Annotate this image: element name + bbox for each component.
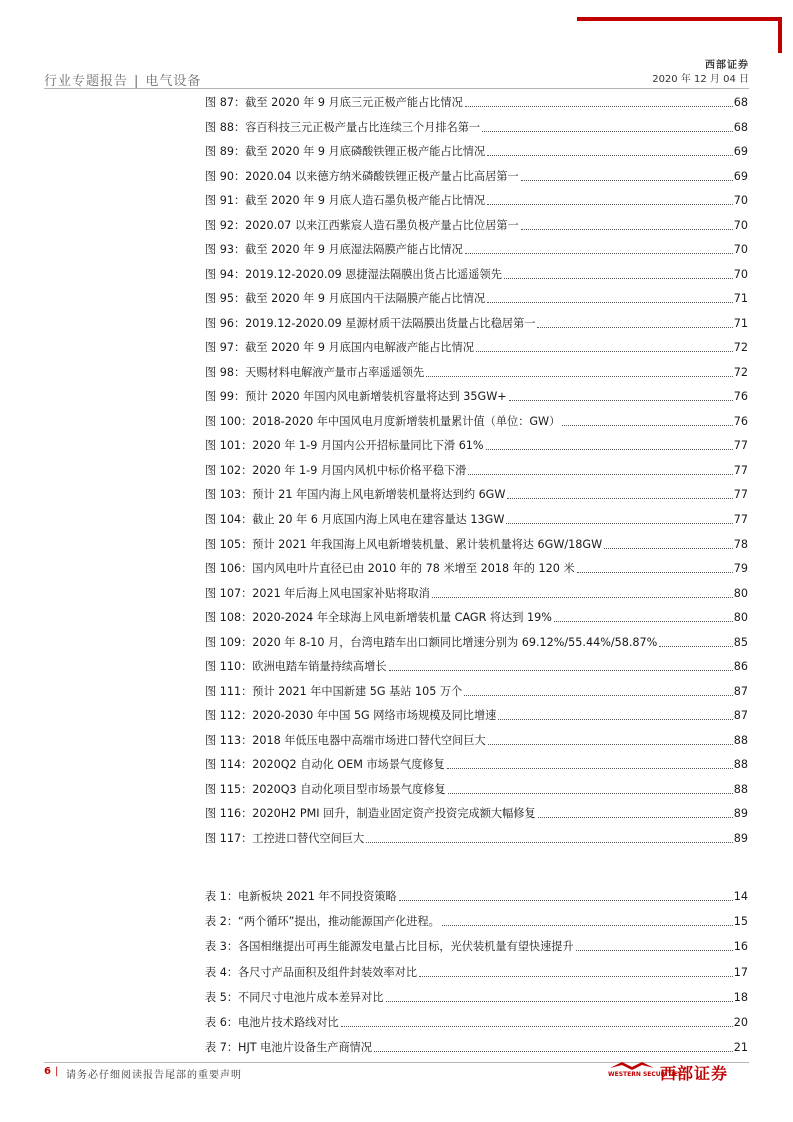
toc-entry-title: 表 5：不同尺寸电池片成本差异对比 <box>205 990 384 1004</box>
toc-entry-page: 69 <box>733 145 748 159</box>
toc-entry[interactable] <box>205 730 748 748</box>
toc-entry-title: 图 108：2020-2024 年全球海上风电新增装机量 CAGR 将达到 19% <box>205 611 552 625</box>
toc-entry-page: 68 <box>733 96 748 109</box>
toc-entry[interactable] <box>205 288 748 306</box>
toc-entry-page: 76 <box>733 390 748 404</box>
toc-leader-dots <box>498 719 732 720</box>
toc-entry-page: 78 <box>733 537 748 551</box>
toc-entry[interactable] <box>205 632 748 650</box>
toc-entry[interactable] <box>205 92 748 110</box>
toc-entry[interactable] <box>205 681 748 699</box>
report-date: 2020 年 12 月 04 日 <box>652 74 749 85</box>
toc-entry[interactable] <box>205 386 748 404</box>
toc-leader-dots <box>448 793 733 794</box>
toc-entry-page: 70 <box>733 243 748 257</box>
toc-entry-page: 87 <box>733 684 748 698</box>
toc-entry[interactable] <box>205 962 748 980</box>
toc-leader-dots <box>426 376 733 377</box>
toc-entry-title: 图 104：截止 20 年 6 月底国内海上风电在建容量达 13GW <box>205 513 505 526</box>
toc-entry-page: 18 <box>733 990 748 1004</box>
toc-leader-dots <box>486 449 733 450</box>
toc-entry-page: 77 <box>733 513 748 526</box>
logo-chinese: 西部证券 <box>660 1064 729 1083</box>
toc-entry-page: 72 <box>733 341 748 355</box>
toc-leader-dots <box>506 523 732 524</box>
company-logo <box>608 1060 748 1082</box>
toc-entry[interactable] <box>205 337 748 355</box>
toc-entry-page: 88 <box>733 733 748 747</box>
toc-leader-dots <box>366 842 733 843</box>
toc-leader-dots <box>488 744 733 745</box>
toc-leader-dots <box>341 1026 733 1027</box>
toc-entry-page: 77 <box>733 488 748 502</box>
toc-entry[interactable] <box>205 656 748 674</box>
report-category <box>44 70 201 89</box>
toc-entry[interactable] <box>205 117 748 135</box>
toc-entry-title: 图 89：截至 2020 年 9 月底磷酸铁锂正极产能占比情况 <box>205 145 486 159</box>
footer-disclaimer: 请务必仔细阅读报告尾部的重要声明 <box>66 1070 242 1081</box>
toc-leader-dots <box>487 302 733 303</box>
toc-leader-dots <box>576 950 733 951</box>
toc-entry-title: 表 6：电池片技术路线对比 <box>205 1015 339 1029</box>
toc-entry[interactable] <box>205 1012 748 1030</box>
toc-leader-dots <box>521 180 733 181</box>
header-separator: | <box>134 74 140 89</box>
toc-entry-page: 70 <box>733 267 748 281</box>
toc-entry-page: 89 <box>733 807 748 821</box>
toc-entry[interactable] <box>205 583 748 601</box>
sector-label: 电气设备 <box>145 74 202 89</box>
toc-entry[interactable] <box>205 264 748 282</box>
toc-entry[interactable] <box>205 411 748 429</box>
toc-entry-page: 72 <box>733 365 748 379</box>
logo-english: WESTERN SECURITIES <box>608 1071 683 1078</box>
toc-entry-page: 71 <box>733 316 748 330</box>
toc-entry-title: 图 115：2020Q3 自动化项目型市场景气度修复 <box>205 782 446 796</box>
toc-entry[interactable] <box>205 141 748 159</box>
toc-entry[interactable] <box>205 828 748 846</box>
toc-entry[interactable] <box>205 534 748 552</box>
toc-entry-page: 15 <box>733 915 748 929</box>
toc-entry[interactable] <box>205 215 748 233</box>
toc-entry[interactable] <box>205 607 748 625</box>
toc-entry-title: 图 92：2020.07 以来江西紫宸人造石墨负极产量占比位居第一 <box>205 218 519 232</box>
toc-entry-page: 86 <box>733 660 748 674</box>
toc-entry-title: 图 107：2021 年后海上风电国家补贴将取消 <box>205 586 430 600</box>
toc-entry-title: 图 90：2020.04 以来德方纳米磷酸铁锂正极产量占比高居第一 <box>205 169 519 183</box>
toc-entry-page: 88 <box>733 758 748 772</box>
toc-entry[interactable] <box>205 362 748 380</box>
toc-entry-title: 图 116：2020H2 PMI 回升，制造业固定资产投资完成额大幅修复 <box>205 807 536 821</box>
toc-entry-title: 图 112：2020-2030 年中国 5G 网络市场规模及同比增速 <box>205 709 497 723</box>
toc-leader-dots <box>399 900 733 901</box>
toc-leader-dots <box>507 498 732 499</box>
toc-leader-dots <box>604 548 733 549</box>
toc-entry-title: 图 117：工控进口替代空间巨大 <box>205 831 365 845</box>
toc-entry-title: 图 102：2020 年 1-9 月国内风机中标价格平稳下滑 <box>205 463 467 477</box>
toc-entry-title: 图 97：截至 2020 年 9 月底国内电解液产能占比情况 <box>205 341 474 355</box>
toc-leader-dots <box>554 621 733 622</box>
toc-entry-title: 图 93：截至 2020 年 9 月底湿法隔膜产能占比情况 <box>205 243 463 257</box>
toc-entry-title: 图 100：2018-2020 年中国风电月度新增装机量累计值（单位：GW） <box>205 414 561 428</box>
toc-entry-title: 图 88：容百科技三元正极产量占比连续三个月排名第一 <box>205 120 481 134</box>
toc-leader-dots <box>487 204 733 205</box>
toc-entry[interactable] <box>205 435 748 453</box>
toc-entry[interactable] <box>205 803 748 821</box>
toc-entry-title: 图 103：预计 21 年国内海上风电新增装机量将达到约 6GW <box>205 488 506 502</box>
toc-entry-page: 69 <box>733 169 748 183</box>
toc-entry[interactable] <box>205 558 748 576</box>
toc-leader-dots <box>537 327 732 328</box>
toc-leader-dots <box>487 155 733 156</box>
toc-entry-title: 图 110：欧洲电踏车销量持续高增长 <box>205 660 387 674</box>
toc-leader-dots <box>465 106 733 107</box>
toc-leader-dots <box>476 351 733 352</box>
toc-entry[interactable] <box>205 754 748 772</box>
toc-entry[interactable] <box>205 509 748 527</box>
toc-entry-page: 88 <box>733 782 748 796</box>
toc-entry-page: 20 <box>733 1015 748 1029</box>
header-corner-mark <box>577 17 782 53</box>
toc-entry-title: 图 96：2019.12-2020.09 星源材质干法隔膜出货量占比稳居第一 <box>205 316 536 330</box>
toc-entry[interactable] <box>205 911 748 929</box>
toc-leader-dots <box>504 278 733 279</box>
toc-entry-title: 表 1：电新板块 2021 年不同投资策略 <box>205 890 397 903</box>
toc-entry[interactable] <box>205 166 748 184</box>
header-divider <box>44 88 749 89</box>
toc-leader-dots <box>538 817 733 818</box>
toc-entry[interactable] <box>205 313 748 331</box>
toc-leader-dots <box>386 1001 733 1002</box>
toc-entry-page: 21 <box>733 1041 748 1055</box>
toc-entry-page: 77 <box>733 439 748 453</box>
toc-leader-dots <box>659 646 732 647</box>
toc-entry[interactable] <box>205 1037 748 1055</box>
toc-entry-title: 表 4：各尺寸产品面积及组件封装效率对比 <box>205 965 418 979</box>
toc-entry-page: 14 <box>733 890 748 903</box>
toc-leader-dots <box>389 670 733 671</box>
toc-entry[interactable] <box>205 705 748 723</box>
toc-entry-page: 16 <box>733 940 748 954</box>
toc-entry-title: 图 105：预计 2021 年我国海上风电新增装机量、累计装机量将达 6GW/18GW <box>205 537 603 551</box>
toc-leader-dots <box>509 400 733 401</box>
toc-entry-title: 图 99：预计 2020 年国内风电新增装机容量将达到 35GW+ <box>205 390 507 404</box>
footer-separator: | <box>55 1066 59 1077</box>
toc-entry-title: 图 98：天赐材料电解液产量市占率遥遥领先 <box>205 365 425 379</box>
toc-entry-title: 图 114：2020Q2 自动化 OEM 市场景气度修复 <box>205 758 445 772</box>
toc-entry[interactable] <box>205 484 748 502</box>
toc-leader-dots <box>465 253 733 254</box>
toc-entry-page: 71 <box>733 292 748 306</box>
report-type-label: 行业专题报告 <box>44 74 129 89</box>
toc-leader-dots <box>468 474 732 475</box>
toc-entry-page: 70 <box>733 218 748 232</box>
toc-entry-title: 图 111：预计 2021 年中国新建 5G 基站 105 万个 <box>205 684 463 698</box>
toc-entry-title: 图 101：2020 年 1-9 月国内公开招标量同比下滑 61% <box>205 439 484 453</box>
toc-entry-page: 79 <box>733 562 748 576</box>
toc-leader-dots <box>482 131 733 132</box>
toc-leader-dots <box>577 572 733 573</box>
toc-entry-page: 85 <box>733 635 748 649</box>
toc-entry-page: 76 <box>733 414 748 428</box>
toc-entry-title: 图 106：国内风电叶片直径已由 2010 年的 78 米增至 2018 年的 120 米 <box>205 562 575 576</box>
header-brand: 西部证券 <box>705 60 749 71</box>
toc-leader-dots <box>521 229 733 230</box>
toc-entry[interactable] <box>205 190 748 208</box>
toc-entry[interactable] <box>205 239 748 257</box>
toc-leader-dots <box>562 425 732 426</box>
toc-entry-title: 图 109：2020 年 8-10 月，台湾电踏车出口额同比增速分别为 69.12%/55.44%/58.87% <box>205 635 658 649</box>
toc-leader-dots <box>464 695 732 696</box>
toc-entry[interactable] <box>205 936 748 954</box>
toc-entry-page: 87 <box>733 709 748 723</box>
toc-leader-dots <box>432 597 733 598</box>
toc-leader-dots <box>419 976 733 977</box>
toc-entry-page: 70 <box>733 194 748 208</box>
toc-entry-title: 图 91：截至 2020 年 9 月底人造石墨负极产能占比情况 <box>205 194 486 208</box>
toc-entry-page: 17 <box>733 965 748 979</box>
toc-entry-title: 表 2：“两个循环”提出，推动能源国产化进程。 <box>205 915 440 929</box>
toc-entry-title: 图 113：2018 年低压电器中高端市场进口替代空间巨大 <box>205 733 486 747</box>
toc-entry[interactable] <box>205 886 748 904</box>
toc-entry-page: 80 <box>733 611 748 625</box>
toc-entry-title: 表 7：HJT 电池片设备生产商情况 <box>205 1041 373 1055</box>
toc-leader-dots <box>442 925 733 926</box>
toc-entry[interactable] <box>205 987 748 1005</box>
toc-entry[interactable] <box>205 460 748 478</box>
toc-leader-dots <box>447 768 733 769</box>
toc-entry-page: 80 <box>733 586 748 600</box>
toc-entry-page: 89 <box>733 831 748 845</box>
page-number: 6 <box>44 1066 51 1077</box>
toc-entry[interactable] <box>205 779 748 797</box>
toc-leader-dots <box>374 1051 733 1052</box>
toc-entry-title: 图 95：截至 2020 年 9 月底国内干法隔膜产能占比情况 <box>205 292 486 306</box>
toc-entry-page: 77 <box>733 463 748 477</box>
toc-entry-title: 图 94：2019.12-2020.09 恩捷湿法隔膜出货占比遥遥领先 <box>205 267 502 281</box>
toc-entry-title: 表 3：各国相继提出可再生能源发电量占比目标，光伏装机量有望快速提升 <box>205 940 574 954</box>
toc-entry-title: 图 87：截至 2020 年 9 月底三元正极产能占比情况 <box>205 96 463 109</box>
toc-entry-page: 68 <box>733 120 748 134</box>
